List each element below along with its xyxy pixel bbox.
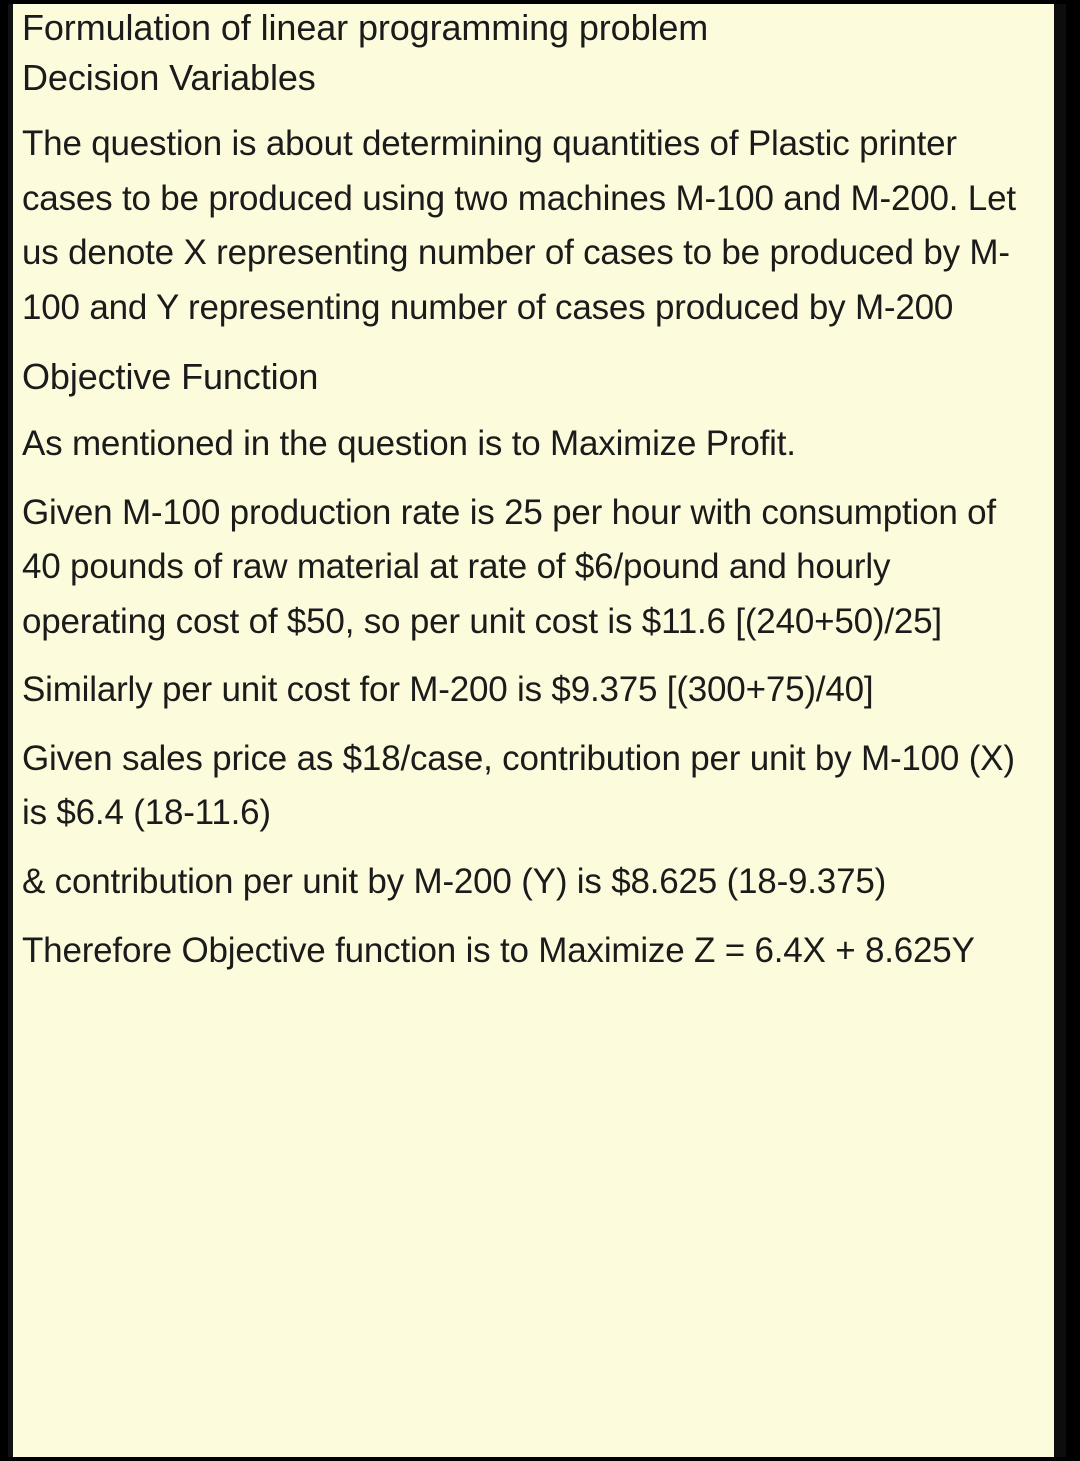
section-heading-objective-function: Objective Function xyxy=(22,356,319,398)
paragraph-objective-5: & contribution per unit by M-200 (Y) is $8.625 (18-9.375) xyxy=(22,862,887,902)
paragraph-objective-4: Given sales price as $18/case, contribution per unit by M-100 (X) is $6.4 (18-11.6) xyxy=(22,738,1015,833)
page-title: Formulation of linear programming problem xyxy=(22,7,709,48)
paragraph-objective-3: Similarly per unit cost for M-200 is $9.375 [(300+75)/40] xyxy=(22,670,874,710)
document-sheet xyxy=(8,4,1066,1457)
section-heading-decision-variables: Decision Variables xyxy=(22,56,316,98)
paragraph-objective-1: As mentioned in the question is to Maximize Profit. xyxy=(22,423,796,463)
paragraph-objective-2: Given M-100 production rate is 25 per hour with consumption of 40 pounds of raw material at rate of $6/pound and hourly operating cost of $50, so per unit cost is $11.6 [(240+50)/25] xyxy=(22,492,996,641)
paragraph-decision-variables-1: The question is about determining quantities of Plastic printer cases to be produced using two machines M-100 and M-200. Let us denote X representing number of cases to be produced by M-100 and Y representing number of cases produced by M-200 xyxy=(22,124,1016,327)
paragraph-objective-6: Therefore Objective function is to Maximize Z = 6.4X + 8.625Y xyxy=(22,930,975,970)
document-body xyxy=(22,4,1038,978)
